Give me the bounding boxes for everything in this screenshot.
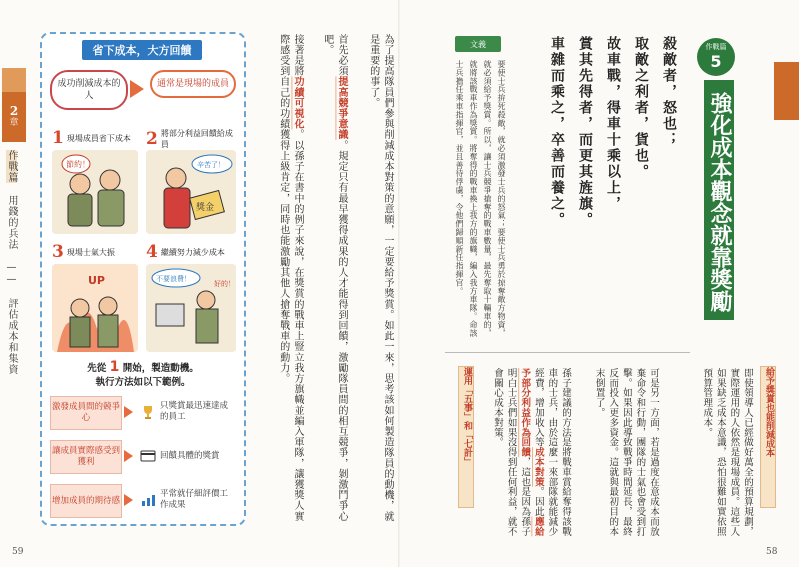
- step-1-number: 1: [52, 128, 64, 148]
- highlight-text: 成本對策: [532, 447, 544, 487]
- example-result: [140, 484, 234, 516]
- highlight-text: 應給予部分利益作為回饋: [519, 368, 544, 537]
- body-text: 。以孫子在書中的例子來說，在獎賞的戰車上豎立我方旗幟並編入軍隊，讓獲獎人實際感受到自己的功績獲得上級肯定，同時也能激勵其他人搶奪戰車的動力。: [277, 34, 303, 522]
- step-3-label: 現場士氣大振: [66, 247, 115, 257]
- running-title-main: 用錢的兵法: [6, 195, 17, 250]
- chapter-color-bar: [2, 68, 26, 92]
- chart-icon: [140, 492, 156, 508]
- classical-quote: [530, 36, 680, 236]
- arrow-right-icon: [124, 450, 133, 462]
- bubble-field-members: 通常是現場的成員: [150, 70, 236, 98]
- quote-line: 故車戰，得車十乘以上，: [605, 36, 621, 212]
- step-4-number: 4: [146, 242, 158, 262]
- page-number-right: 58: [766, 547, 778, 557]
- left-body-text: [248, 34, 394, 524]
- illustration-keep-saving: [146, 264, 236, 352]
- banner-line1: [48, 360, 238, 376]
- section-divider: [445, 352, 690, 353]
- body-paragraph: [320, 34, 348, 524]
- banner-pre: 先從: [87, 363, 107, 374]
- panel-title: 省下成本，大方回饋: [82, 40, 202, 60]
- speech-no-waste: 不要浪費！: [156, 275, 191, 283]
- speech-save: 節約！: [66, 160, 90, 169]
- bubble-cost-cutters: 成功削減成本的人: [50, 70, 128, 110]
- page-number-left: 59: [12, 547, 24, 557]
- right-sidebar: [774, 0, 799, 567]
- step-3: [52, 242, 115, 262]
- highlight-text: 提高競爭意識: [336, 76, 347, 141]
- body-paragraph: 即使領導人已經做好萬全的預算規劃，實際運用的人依然是現場成員。這些人如果缺乏成本意識，恐怕很難如實依照預算管理成本。: [701, 368, 753, 537]
- speech-ok: 好的！: [214, 280, 235, 288]
- running-title-sep: ——: [6, 262, 17, 286]
- body-text: 首先必須: [336, 34, 347, 77]
- motivation-banner: [48, 360, 238, 390]
- step-1-label: 現場成員省下成本: [66, 133, 131, 143]
- bonus-envelope-icon: [146, 150, 236, 234]
- badge-label: 作戰篇: [705, 43, 727, 51]
- example-result-text: 回饋具體的獎賞: [160, 450, 220, 461]
- envelope-text: 獎金: [196, 203, 215, 213]
- highlight-text: 功績可視化: [292, 76, 303, 130]
- step-4: [146, 242, 236, 262]
- keep-saving-icon: [146, 264, 236, 352]
- example-row: [50, 396, 236, 430]
- example-goal: 增加成員的期待感: [50, 484, 122, 518]
- quote-line: 取敵之利者，貨也。: [633, 36, 649, 180]
- chapter-color-bar: [774, 62, 799, 120]
- example-goal: 激發成員間的競爭心: [50, 396, 122, 430]
- example-result-text: 只獎賞最迅速達成的員工: [160, 401, 229, 422]
- arrow-right-icon: [124, 494, 133, 506]
- chapter-word: 章: [9, 118, 19, 128]
- illustration-morale: [52, 264, 138, 352]
- banner-number: 1: [109, 359, 120, 375]
- banner-line2: 執行方法如以下範例。: [95, 377, 191, 388]
- translation-line: 就必須給予獎賞。所以，讓士兵競爭搶奪的戰車數量，最先奪取十輛車的，: [483, 60, 492, 338]
- body-text: 。因此: [532, 486, 544, 517]
- example-row: [50, 484, 236, 518]
- running-title-label: 作戰篇: [6, 150, 17, 183]
- chapter-number: 2: [9, 104, 19, 118]
- page-title: 強化成本觀念就靠獎勵: [704, 80, 734, 320]
- illustration-saving: [52, 150, 138, 234]
- translation-line: 就將該戰車作為獎賞。將奪得的戰車換上我方的旗幟，編入我方車隊。命該: [469, 60, 478, 338]
- quote-line: 車雜而乘之，卒善而養之。: [549, 36, 565, 228]
- translation-label: 文義: [455, 36, 501, 52]
- trophy-icon: [140, 404, 156, 420]
- body-paragraph: [276, 34, 304, 524]
- chapter-tab[interactable]: [2, 92, 26, 142]
- arrow-right-icon: [124, 406, 133, 418]
- body-paragraph: 為了提高隊員們參與削減成本對策的意願，一定要給予獎賞。如此一來，思考該如何製造隊員的動機，就是重要的事了。: [367, 34, 393, 522]
- banner-post: 開始，製造動機。: [122, 363, 199, 374]
- example-result: [140, 396, 234, 428]
- step-4-label: 繼續努力減少成本: [160, 247, 225, 257]
- step-1: [52, 128, 131, 148]
- quote-line: 賞其先得者，而更其旌旗。: [577, 36, 593, 228]
- running-title-sub: 評估成本和集資: [6, 298, 17, 375]
- step-2-label: 將部分利益回饋給成員: [160, 129, 233, 149]
- example-row: [50, 440, 236, 474]
- badge-number: 5: [710, 52, 722, 71]
- left-sidebar: [0, 0, 26, 567]
- running-title: [4, 150, 18, 375]
- morale-up-text: UP: [88, 274, 105, 287]
- translation-line: 士兵擔任乘車指揮官，並且善待俘虜，令他們歸順新任指揮官。: [455, 60, 464, 296]
- body-paragraph: 可是另一方面，若是過度在意成本而放棄命令和行動，團隊的士氣也會受到打擊。如果因此導致戰爭時間延長，最終反而投入更多資金。這就與最初目的本末倒置了。: [593, 368, 659, 537]
- workers-saving-icon: [52, 150, 138, 234]
- card-icon: [140, 448, 156, 464]
- subheading-1: 給予獎賞也能削減成本: [760, 366, 776, 508]
- section-badge: [697, 38, 735, 76]
- body-text: 孫子建議的方法是將戰車賞給奪得該戰車的士兵，由於這麼一來部隊就能減少經費，增加收入等: [532, 368, 571, 537]
- flow-arrow-icon: [130, 80, 144, 98]
- step-3-number: 3: [52, 242, 64, 262]
- illustration-panel: [40, 32, 246, 526]
- example-goal: 讓成員實際感受到獲利: [50, 440, 122, 474]
- quote-line: 殺敵者，怒也；: [661, 36, 677, 148]
- body-text: 接著是將: [292, 34, 303, 77]
- left-page: [0, 0, 399, 567]
- speech-thanks: 辛苦了！: [197, 161, 225, 169]
- example-result: [140, 440, 234, 472]
- top-flow: [50, 64, 236, 118]
- step-2-number: 2: [146, 129, 158, 149]
- example-result-text: 平常就仔細評價工作成果: [160, 489, 229, 510]
- translation-line: 要使士兵拚死殺敵，就必須激發士兵的怒氣；要使士兵勇於掠奪敵方物資，: [497, 60, 506, 338]
- illustration-bonus: [146, 150, 236, 234]
- body-text: 。規定只有最早獲得成果的人才能得到回饋，激勵隊員間的相互競爭，剝激鬥爭心吧。: [321, 34, 347, 522]
- morale-fire-icon: [52, 264, 138, 352]
- subheading-2: 運用「五事」和「七計」: [458, 366, 474, 508]
- body-paragraph: [478, 368, 572, 538]
- step-2: [146, 128, 236, 150]
- body-text: ，這也是因為孫子明白士兵們如果沒得到任何利益，就不會關心成本對策。: [492, 368, 531, 537]
